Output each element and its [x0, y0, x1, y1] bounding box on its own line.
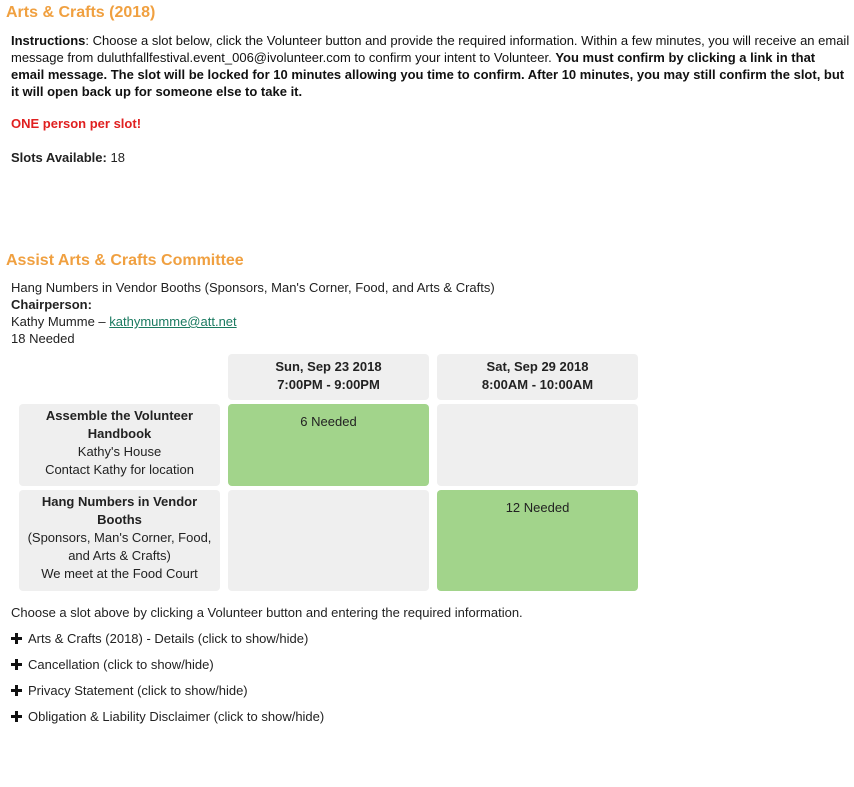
plus-icon	[11, 711, 22, 722]
date-header-time: 7:00PM - 9:00PM	[277, 377, 380, 392]
slots-available-label: Slots Available:	[11, 150, 107, 165]
committee-needed: 18 Needed	[11, 331, 75, 346]
instructions-label: Instructions	[11, 33, 86, 48]
slot-needed-count: 6 Needed	[300, 414, 357, 429]
row-header-assemble-handbook	[19, 404, 220, 486]
toggle-label: Privacy Statement (click to show/hide)	[28, 683, 248, 698]
chairperson-name: Kathy Mumme –	[11, 314, 106, 329]
choose-slot-note: Choose a slot above by clicking a Volunteer button and entering the required information.	[11, 605, 523, 620]
slot-assemble-handbook-sun[interactable]	[228, 404, 429, 486]
row-note: Contact Kathy for location	[45, 462, 194, 477]
chairperson-email-link[interactable]: kathymumme@att.net	[109, 314, 237, 329]
chairperson-line	[11, 313, 495, 330]
date-header-time: 8:00AM - 10:00AM	[481, 377, 594, 392]
row-task-name: Assemble the Volunteer Handbook	[45, 408, 194, 441]
one-person-notice: ONE person per slot!	[11, 116, 142, 131]
toggle-label: Cancellation (click to show/hide)	[28, 657, 214, 672]
row-location: We meet at the Food Court	[41, 566, 198, 581]
toggle-privacy-statement[interactable]	[11, 683, 248, 698]
row-header-hang-numbers	[19, 490, 220, 591]
instructions-bold: You must confirm by clicking a link in that email message. The slot will be locked for 10 minutes allowing you time to confirm. After 10 minutes, you may still confirm the slot, but it will open back up for someone else to take it.	[11, 50, 845, 99]
slots-available	[11, 150, 125, 165]
committee-description: Hang Numbers in Vendor Booths (Sponsors, Man's Corner, Food, and Arts & Crafts)	[11, 280, 495, 295]
event-title: Arts & Crafts (2018)	[6, 4, 156, 21]
row-location: Kathy's House	[77, 444, 162, 459]
toggle-label: Obligation & Liability Disclaimer (click to show/hide)	[28, 709, 325, 724]
date-header-day: Sun, Sep 23 2018	[275, 359, 382, 374]
row-task-name: Hang Numbers in Vendor Booths	[41, 494, 198, 527]
toggle-cancellation[interactable]	[11, 657, 214, 672]
date-header-sat-sep-29	[437, 354, 638, 400]
plus-icon	[11, 659, 22, 670]
slot-empty-hang-sun	[228, 490, 429, 591]
slots-available-value: 18	[110, 150, 125, 165]
instructions	[11, 32, 851, 100]
plus-icon	[11, 633, 22, 644]
slot-empty-assemble-sat	[437, 404, 638, 486]
toggle-event-details[interactable]	[11, 631, 308, 646]
committee-title: Assist Arts & Crafts Committee	[6, 252, 244, 269]
row-detail: (Sponsors, Man's Corner, Food, and Arts & Crafts)	[27, 530, 212, 563]
chairperson-label: Chairperson:	[11, 297, 92, 312]
plus-icon	[11, 685, 22, 696]
toggle-label: Arts & Crafts (2018) - Details (click to show/hide)	[28, 631, 309, 646]
committee-info	[11, 279, 495, 347]
instructions-text: : Choose a slot below, click the Volunteer button and provide the required information. Within a few minutes, you will receive an email message from duluthfallfestival.event_006@ivolunteer.com to confirm your intent to Volunteer.	[11, 33, 850, 65]
date-header-sun-sep-23	[228, 354, 429, 400]
slot-needed-count: 12 Needed	[505, 500, 570, 515]
slot-hang-numbers-sat[interactable]	[437, 490, 638, 591]
date-header-day: Sat, Sep 29 2018	[486, 359, 589, 374]
toggle-liability-disclaimer[interactable]	[11, 709, 324, 724]
